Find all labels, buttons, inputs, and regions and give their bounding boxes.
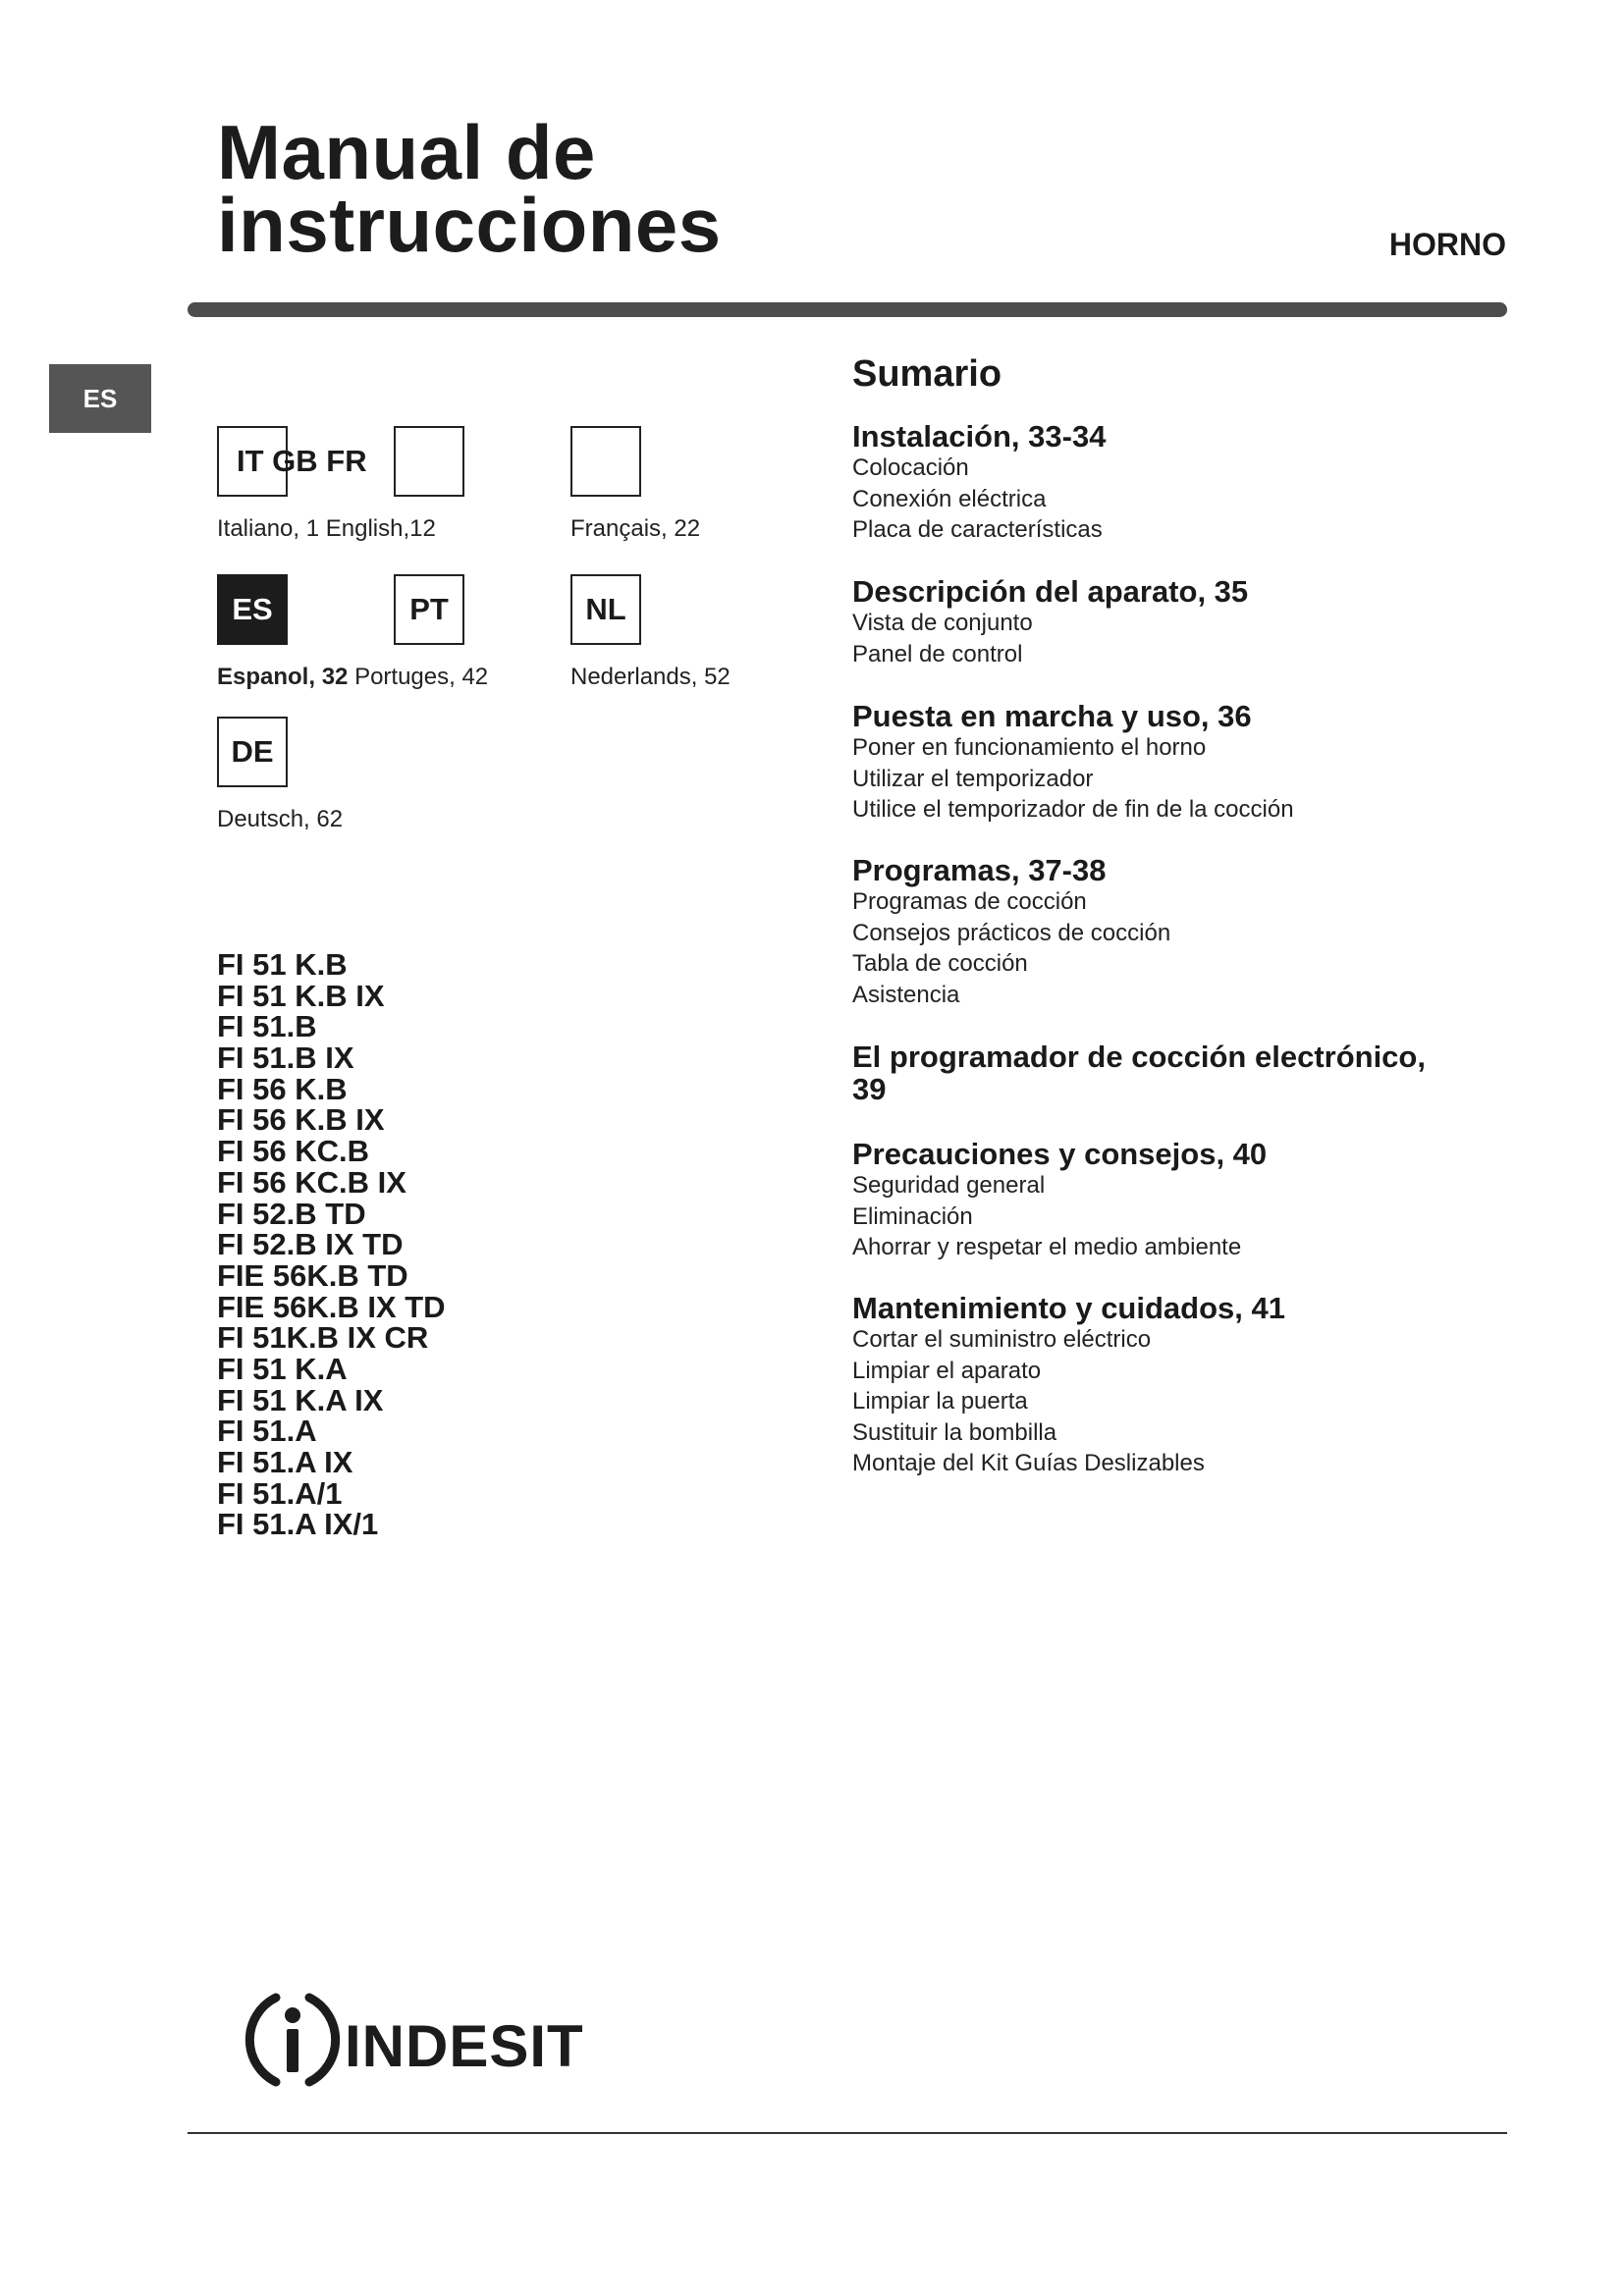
toc-heading[interactable]: Descripción del aparato, 35 — [852, 574, 1249, 609]
lang-box-it-gb-fr[interactable]: IT GB FR — [217, 426, 288, 497]
toc-item[interactable]: Panel de control — [852, 640, 1023, 667]
footer-rule — [188, 2132, 1507, 2134]
lang-label-italiano-english: Italiano, 1 English,12 — [217, 515, 436, 542]
toc-item[interactable]: Conexión eléctrica — [852, 485, 1047, 512]
toc-heading[interactable]: El programador de cocción electrónico, 39 — [852, 1040, 1426, 1106]
toc-item[interactable]: Ahorrar y respetar el medio ambiente — [852, 1234, 1242, 1260]
toc-item[interactable]: Utilice el temporizador de fin de la cocción — [852, 796, 1294, 823]
model-item: FI 52.B IX TD — [217, 1227, 404, 1262]
toc-title: Sumario — [852, 353, 1002, 395]
toc-item[interactable]: Colocación — [852, 454, 969, 481]
lang-label-francais: Français, 22 — [570, 515, 701, 542]
toc-item[interactable]: Sustituir la bombilla — [852, 1418, 1057, 1446]
page-title — [217, 109, 722, 268]
toc-item[interactable]: Limpiar el aparato — [852, 1357, 1042, 1384]
toc-item[interactable]: Seguridad general — [852, 1172, 1046, 1199]
model-item: FI 51.A — [217, 1414, 317, 1449]
toc-item[interactable]: Montaje del Kit Guías Deslizables — [852, 1450, 1205, 1476]
toc-section-instalacion — [852, 420, 1481, 546]
lang-label-espanol-portuges — [217, 664, 488, 691]
lang-box-nl[interactable]: NL — [570, 574, 641, 645]
model-item: FI 52.B TD — [217, 1196, 366, 1231]
model-item: FI 51.A IX — [217, 1445, 353, 1479]
toc-item[interactable]: Eliminación — [852, 1202, 973, 1230]
toc-heading[interactable]: Instalación, 33-34 — [852, 419, 1107, 454]
lang-box-de[interactable]: DE — [217, 717, 288, 787]
model-item: FI 51.A/1 — [217, 1475, 343, 1511]
language-tab: ES — [49, 364, 151, 433]
toc-heading[interactable]: Precauciones y consejos, 40 — [852, 1137, 1268, 1171]
model-item: FI 51.B IX — [217, 1041, 354, 1076]
model-item: FI 56 KC.B — [217, 1134, 370, 1169]
toc-item[interactable]: Utilizar el temporizador — [852, 765, 1094, 792]
toc-item[interactable]: Placa de características — [852, 516, 1103, 543]
toc-item[interactable]: Tabla de cocción — [852, 950, 1028, 977]
lang-label-portuges: Portuges, 42 — [354, 664, 489, 690]
toc-section-programador — [852, 1041, 1461, 1105]
toc-item[interactable]: Asistencia — [852, 981, 960, 1008]
product-label: HORNO — [1388, 227, 1506, 262]
toc-section-mantenimiento — [852, 1292, 1481, 1479]
model-item: FI 51.A IX/1 — [217, 1507, 379, 1542]
toc-item[interactable]: Consejos prácticos de cocción — [852, 919, 1171, 946]
model-item: FIE 56K.B IX TD — [217, 1289, 446, 1324]
model-item: FI 51.B — [217, 1009, 317, 1044]
toc-heading[interactable]: Puesta en marcha y uso, 36 — [852, 699, 1252, 733]
model-item: FI 56 K.B IX — [217, 1102, 385, 1138]
model-item: FI 51 K.B — [217, 947, 348, 982]
brand-name: INDESIT — [345, 2013, 584, 2079]
model-item: FI 56 K.B — [217, 1071, 348, 1106]
model-item: FI 56 KC.B IX — [217, 1164, 406, 1200]
toc-item[interactable]: Limpiar la puerta — [852, 1388, 1028, 1415]
model-item: FI 51 K.A — [217, 1351, 348, 1386]
brand-logo — [239, 1986, 612, 2094]
model-item: FIE 56K.B TD — [217, 1257, 408, 1293]
lang-box-blank-2[interactable] — [570, 426, 641, 497]
lang-label-deutsch: Deutsch, 62 — [217, 806, 344, 832]
toc-item[interactable]: Cortar el suministro eléctrico — [852, 1326, 1152, 1353]
toc-section-puesta-en-marcha — [852, 700, 1481, 826]
toc-item[interactable]: Vista de conjunto — [852, 610, 1033, 636]
toc-section-precauciones — [852, 1138, 1481, 1263]
header-rule — [188, 302, 1507, 317]
toc-heading[interactable]: Programas, 37-38 — [852, 853, 1107, 887]
toc-section-programas — [852, 854, 1481, 1010]
model-list — [217, 949, 446, 1540]
title-line-2: instrucciones — [217, 182, 722, 268]
lang-label-nederlands: Nederlands, 52 — [570, 664, 731, 690]
lang-box-es[interactable]: ES — [217, 574, 288, 645]
model-item: FI 51 K.A IX — [217, 1382, 384, 1417]
toc-item[interactable]: Programas de cocción — [852, 888, 1087, 915]
lang-label-espanol: Espanol, 32 — [217, 664, 349, 690]
model-item: FI 51 K.B IX — [217, 978, 385, 1013]
indesit-logo-icon — [239, 1986, 612, 2094]
toc-heading[interactable]: Mantenimiento y cuidados, 41 — [852, 1291, 1285, 1325]
toc-section-descripcion — [852, 575, 1481, 669]
title-line-1: Manual de — [217, 109, 596, 195]
lang-box-pt[interactable]: PT — [394, 574, 464, 645]
lang-box-blank-1[interactable] — [394, 426, 464, 497]
toc-item[interactable]: Poner en funcionamiento el horno — [852, 734, 1207, 761]
model-item: FI 51K.B IX CR — [217, 1320, 429, 1356]
